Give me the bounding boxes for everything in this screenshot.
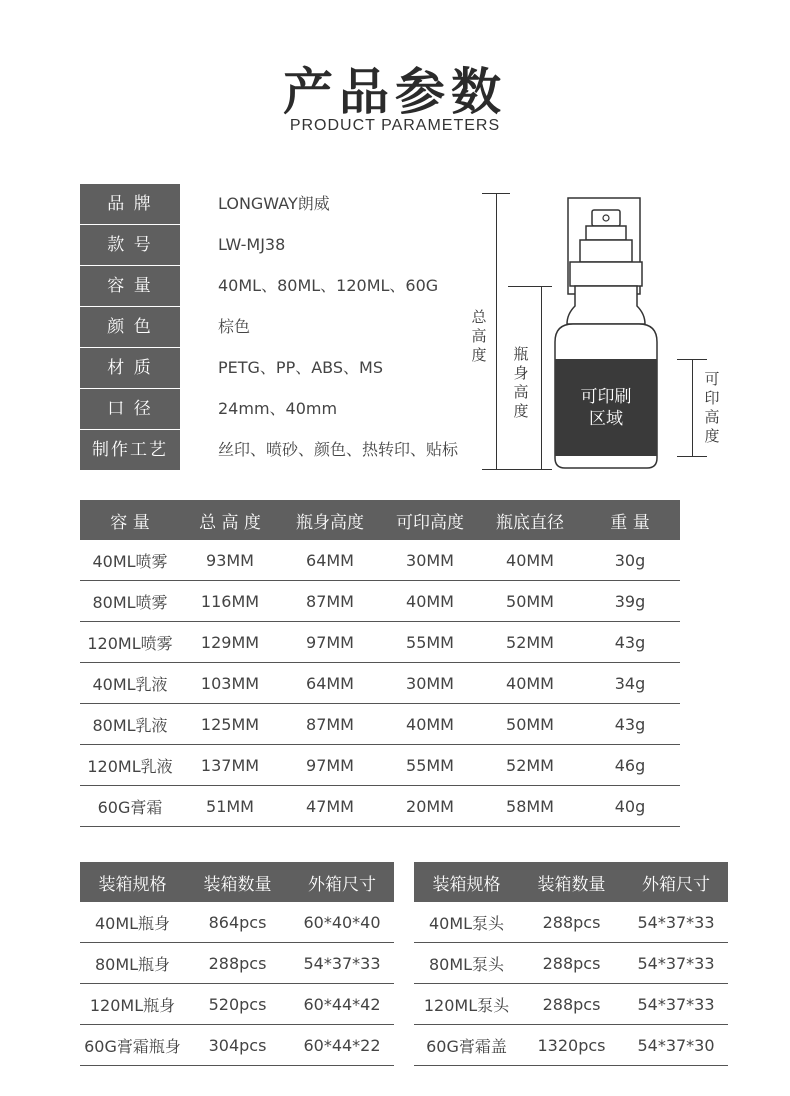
table-cell: 54*37*33 (624, 943, 728, 984)
column-header: 重 量 (580, 500, 680, 540)
pump-stem (586, 226, 626, 240)
print-area-label (555, 386, 657, 430)
table-cell: 288pcs (185, 943, 290, 984)
spec-label: 品 牌 (80, 184, 180, 224)
spec-value: 24mm、40mm (218, 399, 338, 418)
spec-label: 口 径 (80, 389, 180, 429)
column-header: 总 高 度 (180, 500, 280, 540)
table-row (80, 540, 680, 581)
column-header: 容 量 (80, 500, 180, 540)
print-area-label-line2: 区域 (589, 409, 623, 429)
table-cell: 54*37*33 (290, 943, 394, 984)
table-cell: 87MM (280, 581, 380, 622)
packing-table-bottles-header (80, 862, 394, 902)
table-cell: 60G膏霜瓶身 (80, 1025, 185, 1066)
spec-label: 材 质 (80, 348, 180, 388)
spec-value: 棕色 (218, 317, 251, 336)
page-subtitle: PRODUCT PARAMETERS (289, 117, 501, 134)
table-cell: 30MM (380, 540, 480, 581)
table-cell: 80ML乳液 (80, 704, 180, 745)
spec-value: 丝印、喷砂、颜色、热转印、贴标 (218, 440, 459, 459)
spec-row (80, 266, 500, 306)
spec-row (80, 225, 500, 265)
packing-table-pumps-header (414, 862, 728, 902)
table-cell: 87MM (280, 704, 380, 745)
column-header: 装箱规格 (80, 862, 185, 902)
spec-row (80, 348, 500, 388)
column-header: 瓶身高度 (280, 500, 380, 540)
table-cell: 40ML乳液 (80, 663, 180, 704)
spec-row (80, 389, 500, 429)
table-cell: 80ML瓶身 (80, 943, 185, 984)
table-cell: 34g (580, 663, 680, 704)
spec-label: 制作工艺 (80, 430, 180, 470)
table-row (80, 663, 680, 704)
spec-row (80, 307, 500, 347)
column-header: 可印高度 (380, 500, 480, 540)
table-cell: 1320pcs (519, 1025, 624, 1066)
table-row (80, 1025, 394, 1066)
table-cell: 30MM (380, 663, 480, 704)
table-cell: 60*40*40 (290, 902, 394, 943)
table-cell: 125MM (180, 704, 280, 745)
column-header: 外箱尺寸 (290, 862, 394, 902)
total-height-label: 总高度 (471, 308, 487, 364)
bottle-illustration (545, 190, 695, 480)
table-cell: 93MM (180, 540, 280, 581)
spec-value: LONGWAY朗威 (218, 194, 330, 213)
column-header: 外箱尺寸 (624, 862, 728, 902)
table-cell: 54*37*30 (624, 1025, 728, 1066)
table-row (80, 581, 680, 622)
table-cell: 54*37*33 (624, 902, 728, 943)
table-cell: 288pcs (519, 943, 624, 984)
table-cell: 40ML泵头 (414, 902, 519, 943)
spec-label: 容 量 (80, 266, 180, 306)
table-cell: 50MM (480, 704, 580, 745)
table-cell: 97MM (280, 622, 380, 663)
table-cell: 55MM (380, 622, 480, 663)
table-cell: 60G膏霜 (80, 786, 180, 827)
dimensions-table (80, 500, 680, 827)
table-cell: 103MM (180, 663, 280, 704)
table-cell: 97MM (280, 745, 380, 786)
table-cell: 20MM (380, 786, 480, 827)
body-height-label: 瓶身高度 (513, 345, 529, 420)
table-row (80, 943, 394, 984)
table-cell: 64MM (280, 540, 380, 581)
print-area-label-line1: 可印刷 (580, 387, 632, 407)
table-cell: 60*44*42 (290, 984, 394, 1025)
total-height-bottom-cap (482, 469, 510, 470)
total-height-line (496, 193, 497, 469)
table-cell: 288pcs (519, 984, 624, 1025)
spec-value: 40ML、80ML、120ML、60G (218, 276, 439, 295)
table-cell: 80ML泵头 (414, 943, 519, 984)
table-cell: 43g (580, 704, 680, 745)
dimensions-table-header (80, 500, 680, 540)
page-title: 产品参数 (283, 63, 507, 121)
spec-value: LW-MJ38 (218, 235, 286, 254)
table-cell: 58MM (480, 786, 580, 827)
table-cell: 55MM (380, 745, 480, 786)
table-cell: 304pcs (185, 1025, 290, 1066)
column-header: 装箱数量 (519, 862, 624, 902)
table-row (80, 745, 680, 786)
table-cell: 54*37*33 (624, 984, 728, 1025)
pump-body (580, 240, 632, 262)
table-cell: 60*44*22 (290, 1025, 394, 1066)
table-row (414, 984, 728, 1025)
table-cell: 46g (580, 745, 680, 786)
packing-table-bottles (80, 862, 394, 1066)
table-row (414, 1025, 728, 1066)
spec-label: 款 号 (80, 225, 180, 265)
column-header: 装箱规格 (414, 862, 519, 902)
table-cell: 40ML喷雾 (80, 540, 180, 581)
spec-value: PETG、PP、ABS、MS (218, 358, 383, 377)
table-row (80, 786, 680, 827)
table-cell: 120ML乳液 (80, 745, 180, 786)
table-row (80, 704, 680, 745)
table-cell: 64MM (280, 663, 380, 704)
table-row (80, 622, 680, 663)
table-cell: 40MM (380, 581, 480, 622)
packing-table-pumps (414, 862, 728, 1066)
nozzle (592, 210, 620, 226)
print-height-label: 可印高度 (704, 370, 720, 445)
table-cell: 137MM (180, 745, 280, 786)
table-row (80, 902, 394, 943)
table-cell: 60G膏霜盖 (414, 1025, 519, 1066)
table-cell: 120ML瓶身 (80, 984, 185, 1025)
table-cell: 80ML喷雾 (80, 581, 180, 622)
table-cell: 40ML瓶身 (80, 902, 185, 943)
table-cell: 520pcs (185, 984, 290, 1025)
table-cell: 51MM (180, 786, 280, 827)
table-cell: 39g (580, 581, 680, 622)
table-cell: 120ML泵头 (414, 984, 519, 1025)
spec-label: 颜 色 (80, 307, 180, 347)
bottle-neck (567, 286, 645, 324)
table-cell: 52MM (480, 622, 580, 663)
table-cell: 120ML喷雾 (80, 622, 180, 663)
spec-row (80, 430, 500, 470)
table-cell: 50MM (480, 581, 580, 622)
table-cell: 129MM (180, 622, 280, 663)
table-cell: 288pcs (519, 902, 624, 943)
table-cell: 52MM (480, 745, 580, 786)
table-row (414, 902, 728, 943)
table-cell: 864pcs (185, 902, 290, 943)
column-header: 瓶底直径 (480, 500, 580, 540)
table-cell: 30g (580, 540, 680, 581)
body-height-line (541, 286, 542, 469)
table-cell: 116MM (180, 581, 280, 622)
table-cell: 43g (580, 622, 680, 663)
table-row (80, 984, 394, 1025)
pump-collar (570, 262, 642, 286)
table-cell: 40MM (380, 704, 480, 745)
spec-row (80, 184, 500, 224)
table-cell: 47MM (280, 786, 380, 827)
table-row (414, 943, 728, 984)
table-cell: 40MM (480, 540, 580, 581)
column-header: 装箱数量 (185, 862, 290, 902)
table-cell: 40MM (480, 663, 580, 704)
table-cell: 40g (580, 786, 680, 827)
